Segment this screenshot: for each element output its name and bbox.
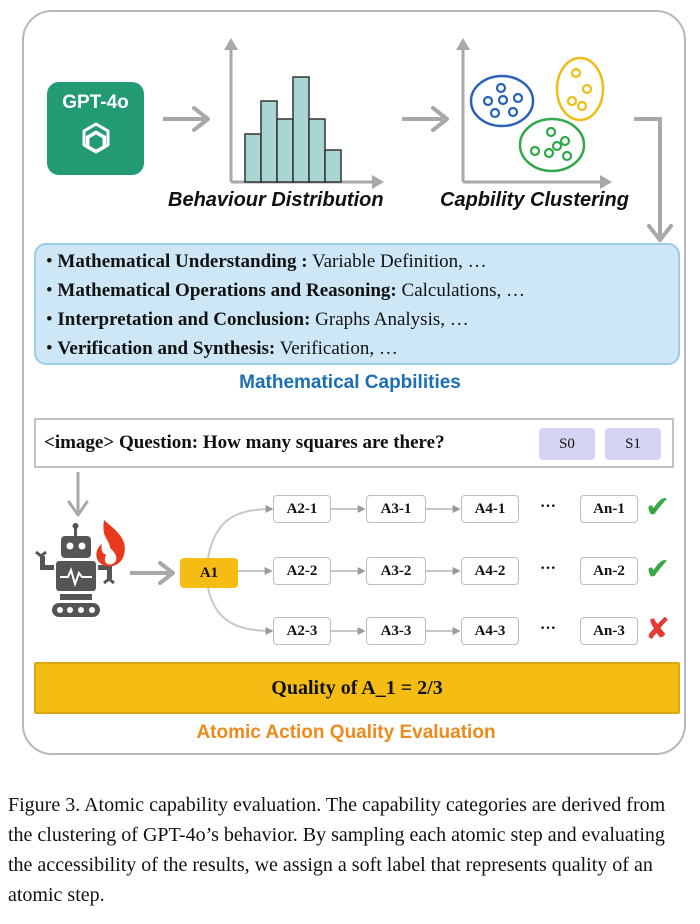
question-text: <image> Question: How many squares are there? <box>44 432 445 453</box>
arrow-question-to-robot <box>69 472 87 515</box>
action-node-final: An-1 <box>580 495 638 523</box>
atomic-action-evaluation-title: Atomic Action Quality Evaluation <box>196 722 496 743</box>
action-node: A2-2 <box>273 557 331 585</box>
action-node-final: An-2 <box>580 557 638 585</box>
check-icon: ✔ <box>645 552 671 587</box>
action-node: A3-3 <box>366 617 426 645</box>
ellipsis: ··· <box>540 620 557 637</box>
histogram-icon <box>224 38 384 189</box>
action-node: A2-1 <box>273 495 331 523</box>
figure-caption: Figure 3. Atomic capability evaluation. The capability categories are derived from the clustering of GPT-4o’s behavior. By sampling each atomic step and evaluating the accessibility of the results, we assign a soft label that represents quality of an atomic step. <box>8 794 666 906</box>
action-node-final: An-3 <box>580 617 638 645</box>
quality-bar: Quality of A_1 = 2/3 <box>34 662 680 714</box>
capability-name: Mathematical Operations and Reasoning: <box>57 280 397 301</box>
arrow-histogram-to-clusters <box>402 108 447 130</box>
action-node: A4-2 <box>461 557 519 585</box>
flame-icon <box>96 520 125 566</box>
action-node: A4-3 <box>461 617 519 645</box>
robot-icon <box>36 523 114 617</box>
capability-item: • Mathematical Understanding : Variable Definition, … <box>46 251 487 272</box>
ellipsis: ··· <box>540 498 557 515</box>
gpt-4o-label: GPT-4o <box>62 92 129 113</box>
capability-name: Mathematical Understanding : <box>57 251 308 272</box>
check-icon: ✔ <box>645 490 671 525</box>
sample-chip-s1: S1 <box>605 428 661 460</box>
capability-clustering-label: Capbility Clustering <box>440 189 629 211</box>
sample-chip-s0: S0 <box>539 428 595 460</box>
behaviour-distribution-label: Behaviour Distribution <box>168 189 384 211</box>
cross-icon: ✘ <box>645 612 671 647</box>
capability-name: Interpretation and Conclusion: <box>57 309 311 330</box>
ellipsis: ··· <box>540 560 557 577</box>
action-node: A2-3 <box>273 617 331 645</box>
capability-examples: Variable Definition, … <box>311 251 487 272</box>
mathematical-capabilities-title: Mathematical Capbilities <box>239 372 461 393</box>
capability-examples: Verification, … <box>279 338 398 359</box>
capability-item: • Interpretation and Conclusion: Graphs Analysis, … <box>46 309 469 330</box>
capability-examples: Graphs Analysis, … <box>315 309 469 330</box>
question-box <box>34 418 674 468</box>
action-node: A3-1 <box>366 495 426 523</box>
arrow-robot-to-a1 <box>130 563 173 583</box>
action-node-a1: A1 <box>180 558 238 588</box>
action-node: A3-2 <box>366 557 426 585</box>
capabilities-box <box>34 243 680 365</box>
capability-item: • Verification and Synthesis: Verification, … <box>46 338 398 359</box>
arrow-clusters-to-capabilities <box>634 119 671 240</box>
capability-item: • Mathematical Operations and Reasoning: Calculations, … <box>46 280 525 301</box>
capability-examples: Calculations, … <box>401 280 525 301</box>
capability-name: Verification and Synthesis: <box>57 338 276 359</box>
arrow-gpt-to-histogram <box>163 108 208 130</box>
cluster-scatter-icon <box>456 38 612 189</box>
action-node: A4-1 <box>461 495 519 523</box>
